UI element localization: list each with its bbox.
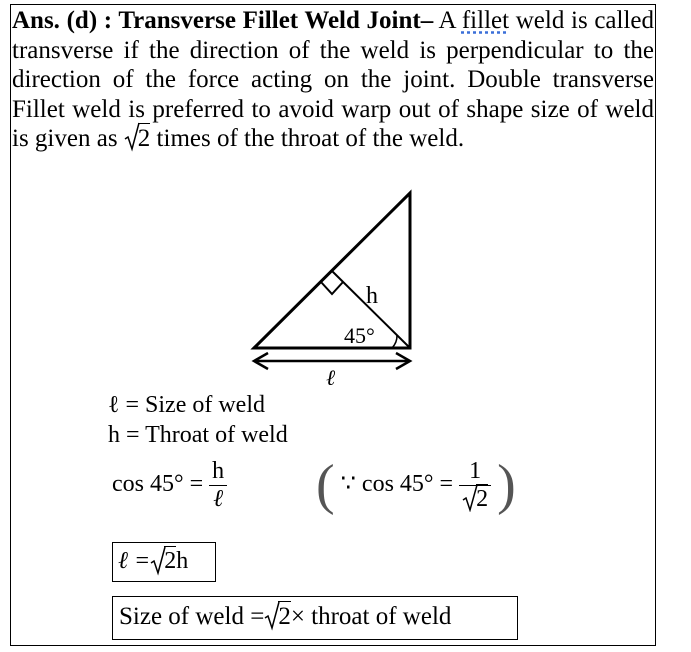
radical-icon (150, 546, 166, 576)
radical-icon (264, 601, 280, 631)
sqrt-two-inline: 2 (124, 124, 151, 154)
answer-text-c: times of the throat of the weld. (150, 125, 465, 152)
paren-right: ) (497, 454, 516, 516)
cos-equation (112, 458, 227, 513)
h-label: h (366, 283, 378, 309)
answer-paragraph (12, 6, 654, 154)
angle-arc (392, 335, 397, 348)
answer-title: Transverse Fillet Weld Joint– (118, 7, 434, 34)
because-denominator: 2 (459, 486, 491, 513)
because-lhs: ∵ cos 45° = (340, 471, 454, 498)
angle-label: 45° (344, 323, 375, 348)
result2-lhs: Size of weld = (119, 603, 265, 630)
result1-lhs: ℓ = (118, 548, 151, 574)
right-angle-mark (321, 282, 343, 294)
radical-icon (462, 484, 478, 512)
result2-rhs: × throat of weld (290, 603, 452, 630)
weld-diagram (240, 185, 430, 385)
answer-text-b: weld is called transverse if the direction of the weld is perpendicular to the direction of the force acting on the joint. Double transverse Fillet weld is preferred to avoid warp out of shape size of weld is given as (12, 7, 655, 152)
cos-fraction (209, 458, 227, 513)
answer-text-a: A (433, 7, 462, 34)
cos-numerator: h (209, 458, 227, 486)
because-numerator: 1 (459, 458, 491, 486)
result-2: Size of weld = 2× throat of weld (119, 603, 452, 630)
definition-throat: h = Throat of weld (108, 422, 288, 448)
result-1: ℓ = 2h (118, 548, 189, 574)
definition-size: ℓ = Size of weld (108, 392, 265, 418)
base-label: ℓ (326, 365, 336, 385)
result1-rhs: h (176, 548, 189, 574)
answer-prefix: Ans. (d) : (12, 7, 119, 34)
cos-lhs: cos 45° = (112, 471, 204, 498)
answer-fillet-word: fillet (461, 7, 510, 34)
paren-left: ( (316, 454, 335, 516)
cos-denominator: ℓ (213, 486, 224, 512)
because-equation (316, 454, 516, 516)
radical-icon (124, 122, 140, 152)
because-fraction (459, 458, 491, 513)
